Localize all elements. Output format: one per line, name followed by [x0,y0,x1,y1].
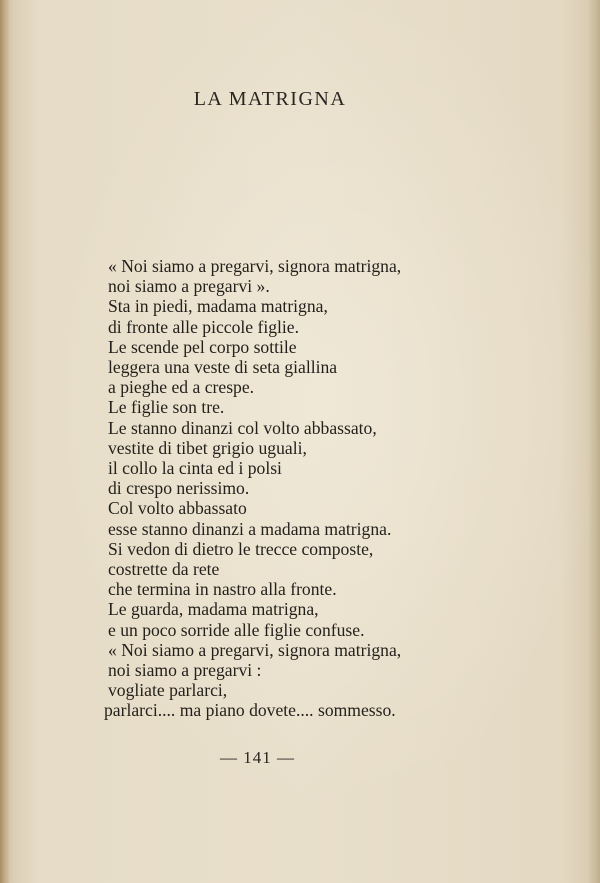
poem-line: che termina in nastro alla fronte. [108,579,337,600]
poem-line: Col volto abbassato [108,498,247,519]
poem-line: noi siamo a pregarvi : [108,660,262,681]
poem-line: vogliate parlarci, [108,680,228,701]
poem-line: leggera una veste di seta giallina [108,357,338,378]
poem-line: Sta in piedi, madama matrigna, [108,296,328,317]
poem-line: a pieghe ed a crespe. [108,377,255,398]
poem-line: Le stanno dinanzi col volto abbassato, [108,417,377,438]
poem-line: costrette da rete [108,559,220,580]
poem-line: Le guarda, madama matrigna, [108,599,319,620]
poem-line: Le figlie son tre. [108,397,225,418]
poem-line: noi siamo a pregarvi ». [108,276,270,297]
poem-line: e un poco sorride alle figlie confuse. [108,619,365,640]
poem-title: LA MATRIGNA [193,88,347,110]
poem-line: vestite di tibet grigio uguali, [108,437,307,458]
page-number: — 141 — [220,748,295,767]
poem-line: « Noi siamo a pregarvi, signora matrigna, [108,256,402,276]
poem-line: esse stanno dinanzi a madama matrigna. [108,518,392,539]
poem-line: Si vedon di dietro le trecce composte, [108,538,374,559]
poem-line: di crespo nerissimo. [108,478,250,499]
poem-body [104,256,402,721]
poem-line: parlarci.... ma piano dovete.... sommesso. [104,700,396,721]
poem-line: di fronte alle piccole figlie. [108,316,300,337]
poem-line: Le scende pel corpo sottile [108,336,297,357]
poem-line: « Noi siamo a pregarvi, signora matrigna, [108,639,402,660]
poem-line: il collo la cinta ed i polsi [108,458,282,479]
